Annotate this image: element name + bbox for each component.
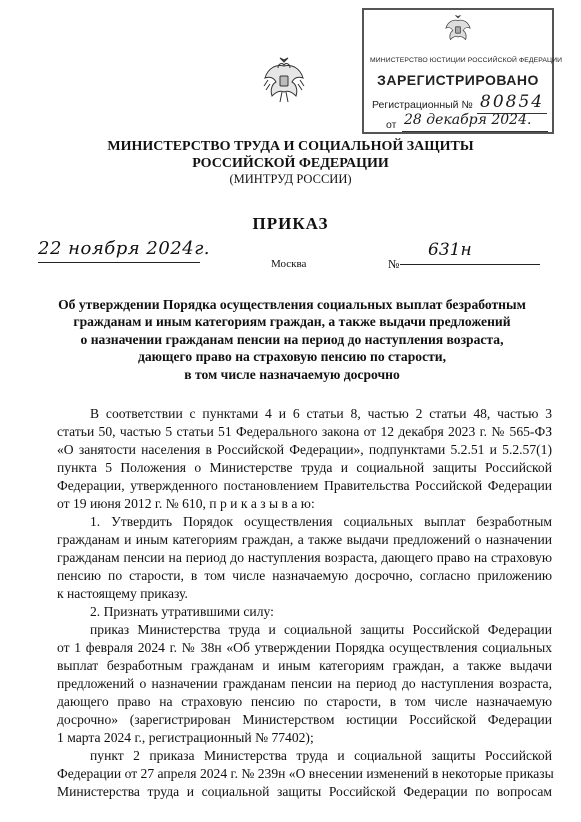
ministry-short-name: (МИНТРУД РОССИИ): [229, 172, 352, 186]
order-title-line: в том числе назначаемую досрочно: [184, 366, 400, 382]
stamp-emblem-icon: [444, 14, 472, 46]
coat-of-arms-emblem: [262, 56, 306, 106]
stamp-ministry: МИНИСТЕРСТВО ЮСТИЦИИ РОССИЙСКОЙ ФЕДЕРАЦИИ: [370, 57, 563, 64]
body-text-line: выплат безработным гражданам и иным категориям граждан, а также выдачи: [57, 658, 552, 673]
order-title-line: гражданам и иным категориям граждан, а также выдачи предложений: [73, 314, 511, 330]
order-title-line: о назначении гражданам пенсии на период до наступления возраста,: [80, 331, 504, 347]
body-text-line: дающего право на страховую пенсию по старости, в том числе назначаемую: [57, 694, 552, 709]
order-title: [50, 296, 534, 383]
body-text-line: пункт 2 приказа Министерства труда и социальной защиты Российской: [90, 748, 552, 763]
stamp-date-label: от: [386, 119, 397, 131]
body-text-line: от 19 июня 2012 г. № 610, п р и к а з ы в а ю:: [57, 496, 315, 511]
body-text-line: пункта 5 Положения о Министерстве труда и социальной защиты Российской: [57, 460, 552, 475]
body-text-line: от 1 февраля 2024 г. № 38н «Об утверждении Порядка осуществления социальных: [57, 640, 552, 655]
body-text-line: 1. Утвердить Порядок осуществления социальных выплат безработным: [90, 514, 552, 529]
body-text-line: приказ Министерства труда и социальной защиты Российской Федерации: [90, 622, 552, 637]
body-text-line: В соответствии с пунктами 4 и 6 статьи 8, частью 2 статьи 48, частью 3: [90, 406, 552, 421]
body-text-line: гражданам пенсии на период до наступления возраста, дающего право на страховую: [57, 550, 552, 565]
stamp-registered: ЗАРЕГИСТРИРОВАНО: [377, 72, 539, 88]
order-number: 631н: [428, 240, 472, 260]
body-text-line: 2. Признать утратившими силу:: [90, 604, 274, 619]
order-title-line: дающего право на страховую пенсию по старости,: [137, 349, 447, 365]
body-text-line: Министерства труда и социальной защиты Российской Федерации по вопросам: [57, 784, 552, 799]
body-text-line: досрочно» (зарегистрирован Министерством юстиции Российской Федерации: [57, 712, 552, 727]
stamp-reg-number: 80854: [480, 92, 545, 112]
body-text-line: Федерации, утвержденного постановлением Правительства Российской Федерации: [57, 478, 552, 493]
ministry-name-line1: МИНИСТЕРСТВО ТРУДА И СОЦИАЛЬНОЙ ЗАЩИТЫ: [107, 139, 474, 154]
order-date-underline: [38, 262, 200, 263]
order-title-line: Об утверждении Порядка осуществления социальных выплат безработным: [58, 297, 526, 312]
order-body: [57, 405, 552, 801]
body-text-line: к настоящему приказу.: [57, 586, 188, 601]
body-text-line: «О занятости населения в Российской Федерации», подпунктами 5.2.51 и 5.2.57(1): [57, 442, 552, 457]
body-text-line: гражданам и иным категориям граждан, а также выдачи предложений о назначении: [57, 532, 552, 547]
stamp-reg-number-label: Регистрационный №: [372, 99, 473, 111]
order-number-underline: [400, 264, 540, 265]
order-date: 22 ноября 2024г.: [38, 238, 211, 259]
body-text-line: пенсию по старости, в том числе назначаемую досрочно, согласно приложению: [57, 568, 552, 583]
body-text-line: 1 марта 2024 г., регистрационный № 77402);: [57, 730, 314, 745]
order-number-label: №: [388, 257, 400, 271]
body-text-line: статьи 50, частью 5 статьи 51 Федерального закона от 12 декабря 2023 г. № 565-ФЗ: [57, 424, 552, 439]
ministry-name-line2: РОССИЙСКОЙ ФЕДЕРАЦИИ: [192, 156, 389, 171]
stamp-date-underline: [402, 131, 548, 132]
order-city: Москва: [271, 258, 307, 270]
stamp-date: 28 декабря 2024.: [404, 112, 532, 128]
body-text-line: предложений о назначении гражданам пенсии на период до наступления возраста,: [57, 676, 552, 691]
registration-stamp: [362, 8, 563, 134]
document-type-title: ПРИКАЗ: [252, 214, 329, 233]
body-text-line: Федерации от 27 апреля 2024 г. № 239н «О внесении изменений в некоторые приказы: [57, 766, 554, 781]
